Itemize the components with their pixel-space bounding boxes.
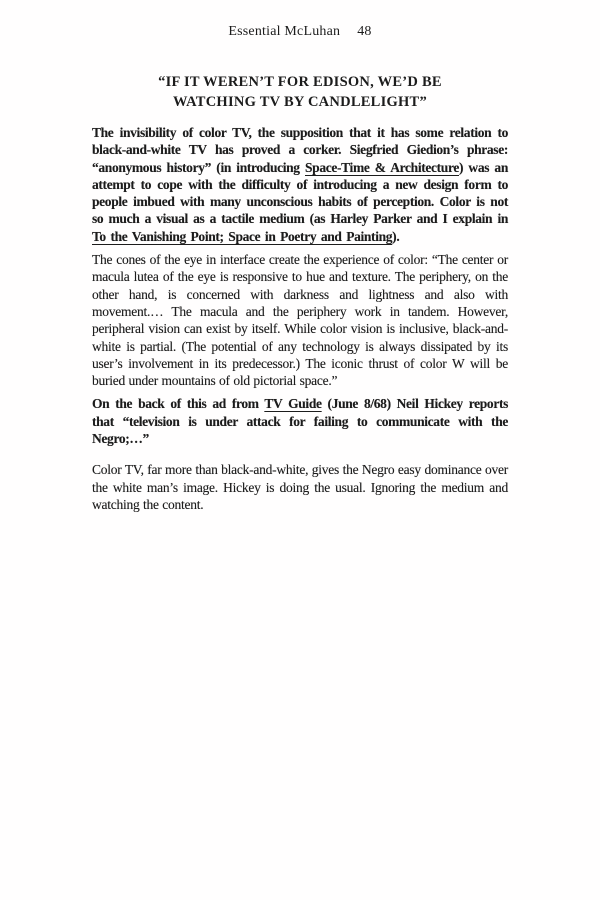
paragraph-text: (June 8/68) Neil Hickey reports that “television is under attack for failing to communicate with the Negro;…” [92,396,509,447]
paragraph-text: On the back of this ad from [92,396,265,412]
paragraph-text: The invisibility of color TV, the supposition that it has some relation to black-and-white TV has proved a corker. Siegfried Giedion’s phrase: “anonymous history” (in introducing [92,125,508,175]
paragraph [92,395,508,447]
paragraph [92,124,508,245]
book-title-reference: To the Vanishing Point; Space in Poetry and Painting [92,228,393,244]
paragraph-text: Color TV, far more than black-and-white, gives the Negro easy dominance over the white man’s image. Hickey is doing the usual. Ignoring the medium and watching the content. [92,462,508,512]
chapter-title [0,72,600,112]
chapter-title-line-2: WATCHING TV BY CANDLELIGHT” [173,94,427,110]
paragraph-text: ). [392,228,400,244]
book-title-reference: TV Guide [264,396,322,412]
paragraph [92,461,508,513]
running-header [0,24,600,40]
running-header-page-number: 48 [357,24,372,39]
running-header-book-title: Essential McLuhan [228,24,341,39]
paragraph-text: ) was an attempt to cope with the difficulty of introducing a new design form to people imbued with many unconscious habits of perception. Color is not so much a visual as a tactile medium (as Harley Parker and I explain in [92,159,508,227]
chapter-title-line-1: “IF IT WEREN’T FOR EDISON, WE’D BE [158,74,442,90]
body-text [92,124,508,519]
book-title-reference: Space-Time & Architecture [305,159,459,175]
paragraph-text: The cones of the eye in interface create the experience of color: “The center or macula lutea of the eye is responsive to hue and texture. The periphery, on the other hand, is concerned with darkness and lightness and also with movement.… The macula and the periphery work in tandem. However, peripheral vision can exist by itself. While color vision is inclusive, black-and-white is partial. (The potential of any technology is always dissipated by its user’s involvement in its predecessor.) The iconic thrust of color W will be buried under mountains of old pictorial space.” [92,252,508,389]
paragraph [92,251,508,389]
